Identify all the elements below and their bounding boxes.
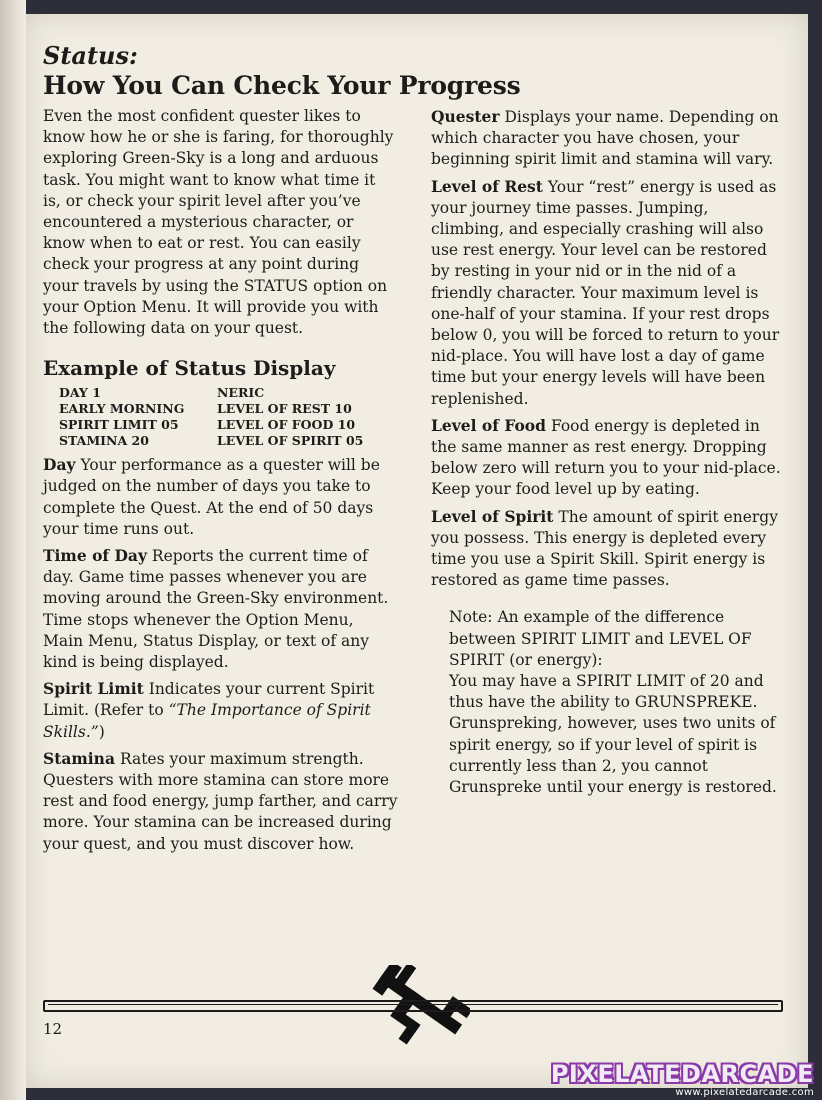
- stamina-term: Stamina: [43, 748, 115, 768]
- quester-text: Displays your name. Depending on which character you have chosen, your beginning spirit limit and stamina will vary.: [431, 108, 779, 169]
- spirit-definition: [431, 506, 783, 592]
- spirit-term: Level of Spirit: [431, 506, 554, 526]
- stamina-text: Rates your maximum strength. Questers with more stamina can store more rest and food energy, jump farther, and carry more. Your stamina can be increased during your quest, and you must discover how.: [43, 749, 398, 853]
- status-row: [59, 385, 363, 401]
- food-text: Food energy is depleted in the same manner as rest energy. Dropping below zero will return you to your nid-place. Keep your food level up by eating.: [431, 416, 781, 499]
- note-intro: Note: An example of the difference between SPIRIT LIMIT and LEVEL OF SPIRIT (or energy):: [449, 608, 752, 669]
- spirit-limit-term: Spirit Limit: [43, 679, 144, 699]
- note-example: You may have a SPIRIT LIMIT of 20 and thus have the ability to GRUNSPREKE. Grunspreking, however, uses two units of spirit energy, so if your level of spirit is currently less than 2, you cannot Grunspreke until your energy is restored.: [449, 672, 777, 797]
- right-column: [431, 106, 783, 798]
- watermark-brand: PIXELATEDARCADE: [550, 1060, 814, 1088]
- section-title-status: Status:: [43, 41, 138, 70]
- spirit-text: The amount of spirit energy you possess. This energy is depleted every time you use a Spirit Skill. Spirit energy is restored as game time passes.: [431, 507, 778, 590]
- watermark-url: www.pixelatedarcade.com: [675, 1087, 814, 1098]
- status-row: [59, 417, 363, 433]
- intro-paragraph: Even the most confident quester likes to know how he or she is faring, for thoroughly exploring Green-Sky is a long and arduous task. You might want to know what time it is, or check your spirit level after you’ve encountered a mysterious character, or know when to eat or rest. You can easily check your progress at any point during your travels by using the STATUS option on your Option Menu. It will provide you with the following data on your quest.: [43, 107, 394, 338]
- food-definition: [431, 415, 783, 501]
- status-row: [59, 401, 363, 417]
- page-spine: [0, 0, 26, 1100]
- day-text: Your performance as a quester will be judged on the number of days you take to complete the Quest. At the end of 50 days your time runs out.: [43, 456, 380, 538]
- page-title: How You Can Check Your Progress: [43, 71, 521, 100]
- status-cell: LEVEL OF FOOD 10: [217, 417, 356, 433]
- rest-term: Level of Rest: [431, 176, 543, 196]
- time-term: Time of Day: [43, 546, 147, 566]
- rest-definition: [431, 176, 783, 410]
- status-display-example: [59, 385, 363, 449]
- status-cell: STAMINA 20: [59, 433, 149, 449]
- bottom-rule: [43, 1000, 783, 1012]
- day-term: Day: [43, 455, 76, 475]
- page-number: 12: [43, 1020, 63, 1038]
- status-cell: LEVEL OF SPIRIT 05: [217, 433, 364, 449]
- rest-text: Your “rest” energy is used as your journey time passes. Jumping, climbing, and especially crashing will also use rest energy. Your level can be restored by resting in your nid or in the nid of a friendly character. Your maximum level is one-half of your stamina. If your rest drops below 0, you will be forced to return to your nid-place. You will have lost a day of game time but your energy levels will have been replenished.: [431, 177, 780, 408]
- status-cell: EARLY MORNING: [59, 401, 185, 417]
- day-definition: [43, 454, 398, 540]
- status-cell: SPIRIT LIMIT 05: [59, 417, 179, 433]
- quester-definition: [431, 106, 783, 171]
- spirit-limit-text: Indicates your current Spirit Limit. (Refer to: [43, 680, 375, 720]
- food-term: Level of Food: [431, 415, 546, 435]
- quester-term: Quester: [431, 107, 500, 126]
- example-heading: Example of Status Display: [43, 356, 336, 381]
- status-cell: DAY 1: [59, 385, 101, 401]
- time-definition: [43, 545, 398, 673]
- spirit-limit-close: ): [98, 722, 105, 741]
- spirit-limit-definition: [43, 678, 398, 743]
- left-column: [43, 106, 398, 855]
- watermark: [551, 1060, 814, 1098]
- status-row: [59, 433, 363, 449]
- status-cell: LEVEL OF REST 10: [217, 401, 352, 417]
- spirit-skills-reference: “The Importance of Spirit Skills.”: [43, 701, 371, 741]
- time-text: Reports the current time of day. Game time passes whenever you are moving around the Green-Sky environment. Time stops whenever the Option Menu, Main Menu, Status Display, or text of any kind is being displayed.: [43, 547, 389, 672]
- status-cell: NERIC: [217, 385, 265, 401]
- note-block: [449, 607, 783, 798]
- stamina-definition: [43, 748, 398, 855]
